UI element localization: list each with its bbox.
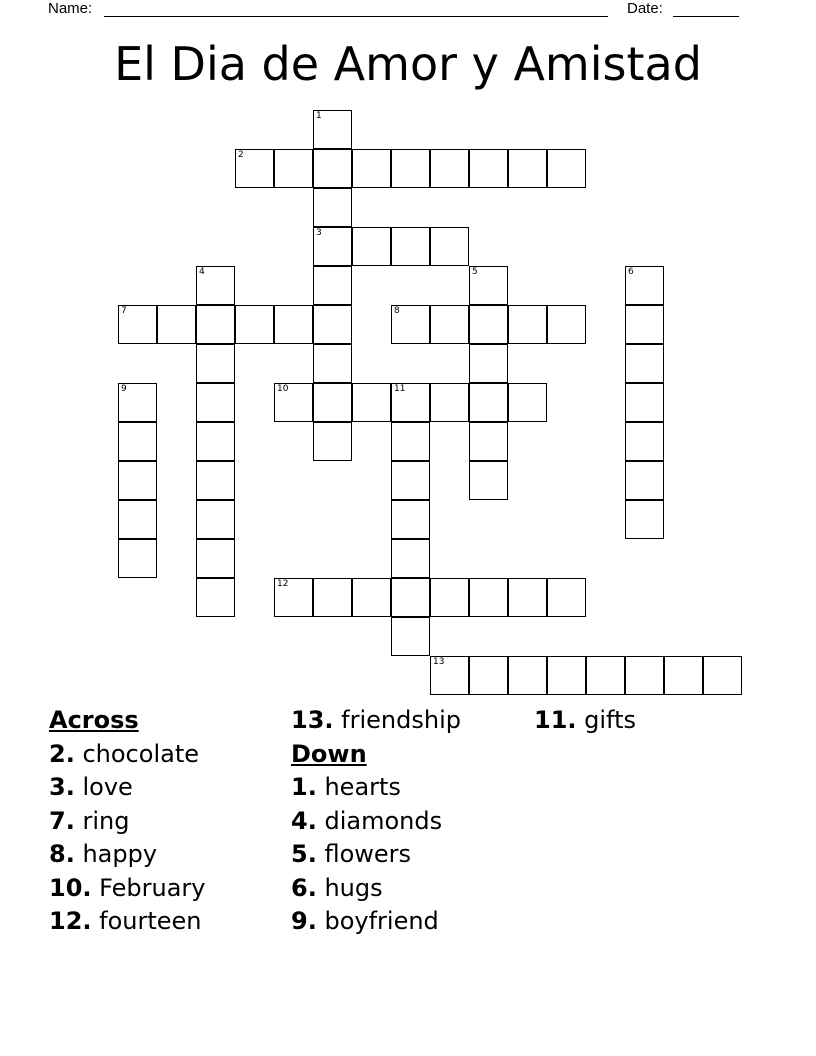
- clue-number-label: 2: [238, 150, 244, 160]
- grid-cell[interactable]: [469, 305, 508, 344]
- across-clue: [49, 805, 206, 839]
- grid-cell[interactable]: [508, 383, 547, 422]
- grid-cell[interactable]: [625, 383, 664, 422]
- grid-cell[interactable]: [196, 266, 235, 305]
- grid-cell[interactable]: [391, 227, 430, 266]
- clue-text: happy: [82, 840, 158, 868]
- grid-cell[interactable]: [274, 305, 313, 344]
- grid-cell[interactable]: [352, 383, 391, 422]
- across-clue: [291, 704, 461, 738]
- clue-number-label: 13: [433, 657, 445, 667]
- clue-number: 4.: [291, 806, 317, 835]
- grid-cell[interactable]: [313, 383, 352, 422]
- clue-text: gifts: [584, 706, 636, 734]
- clue-number-label: 11: [394, 384, 406, 394]
- grid-cell[interactable]: [469, 149, 508, 188]
- grid-cell[interactable]: [430, 227, 469, 266]
- clue-number-label: 8: [394, 306, 400, 316]
- grid-cell[interactable]: [274, 383, 313, 422]
- name-label: Name:: [48, 0, 93, 17]
- grid-cell[interactable]: [196, 383, 235, 422]
- grid-cell[interactable]: [313, 110, 352, 149]
- grid-cell[interactable]: [391, 383, 430, 422]
- clue-number-label: 4: [199, 267, 205, 277]
- clue-text: February: [99, 873, 206, 902]
- clue-number-label: 9: [121, 384, 127, 394]
- clue-number: 7.: [49, 806, 75, 835]
- clue-text: flowers: [324, 840, 412, 868]
- grid-cell[interactable]: [430, 656, 469, 695]
- page-title: El Dia de Amor y Amistad: [114, 37, 702, 91]
- down-clue: [291, 838, 461, 872]
- grid-cell[interactable]: [274, 578, 313, 617]
- grid-cell[interactable]: [391, 305, 430, 344]
- down-clue: [291, 872, 461, 906]
- grid-cell[interactable]: [118, 461, 157, 500]
- grid-cell[interactable]: [391, 500, 430, 539]
- grid-cell[interactable]: [313, 266, 352, 305]
- across-clue: [49, 738, 206, 772]
- down-clue: [291, 905, 461, 939]
- clue-number: 12.: [49, 907, 92, 935]
- grid-cell[interactable]: [313, 227, 352, 266]
- clue-text: friendship: [341, 706, 461, 734]
- clue-number: 9.: [291, 907, 317, 935]
- grid-cell[interactable]: [547, 149, 586, 188]
- clue-text: diamonds: [324, 806, 443, 835]
- clue-number-label: 7: [121, 306, 127, 316]
- down-clue: [534, 704, 636, 738]
- across-clue: [49, 905, 206, 939]
- grid-cell[interactable]: [391, 461, 430, 500]
- grid-cell[interactable]: [664, 656, 703, 695]
- clue-number: 3.: [49, 773, 75, 801]
- clue-text: ring: [82, 806, 130, 835]
- grid-cell[interactable]: [313, 305, 352, 344]
- grid-cell[interactable]: [313, 578, 352, 617]
- down-heading: Down: [291, 739, 367, 768]
- grid-cell[interactable]: [508, 656, 547, 695]
- grid-cell[interactable]: [118, 539, 157, 578]
- grid-cell[interactable]: [547, 305, 586, 344]
- grid-cell[interactable]: [118, 383, 157, 422]
- down-clue: [291, 771, 461, 805]
- grid-cell[interactable]: [196, 578, 235, 617]
- grid-cell[interactable]: [157, 305, 196, 344]
- grid-cell[interactable]: [352, 227, 391, 266]
- grid-cell[interactable]: [508, 149, 547, 188]
- clue-number-label: 12: [277, 579, 289, 589]
- clue-number: 2.: [49, 739, 75, 768]
- grid-cell[interactable]: [196, 539, 235, 578]
- grid-cell[interactable]: [547, 656, 586, 695]
- grid-cell[interactable]: [625, 656, 664, 695]
- grid-cell[interactable]: [703, 656, 742, 695]
- clue-number: 10.: [49, 873, 92, 902]
- grid-cell[interactable]: [508, 578, 547, 617]
- clue-number: 13.: [291, 706, 334, 734]
- grid-cell[interactable]: [625, 500, 664, 539]
- clue-number: 8.: [49, 840, 75, 868]
- grid-cell[interactable]: [274, 149, 313, 188]
- grid-cell[interactable]: [430, 383, 469, 422]
- clue-column-1: [49, 704, 206, 939]
- grid-cell[interactable]: [313, 149, 352, 188]
- grid-cell[interactable]: [625, 344, 664, 383]
- clue-text: boyfriend: [324, 907, 439, 935]
- grid-cell[interactable]: [430, 149, 469, 188]
- clue-number-label: 5: [472, 267, 478, 277]
- grid-cell[interactable]: [352, 149, 391, 188]
- grid-cell[interactable]: [196, 461, 235, 500]
- grid-cell[interactable]: [352, 578, 391, 617]
- clue-number-label: 10: [277, 384, 289, 394]
- clue-text: hearts: [324, 773, 401, 801]
- across-heading: Across: [49, 706, 139, 734]
- down-clue: [291, 805, 461, 839]
- grid-cell[interactable]: [196, 422, 235, 461]
- clue-column-2: [291, 704, 461, 939]
- grid-cell[interactable]: [391, 617, 430, 656]
- grid-cell[interactable]: [586, 656, 625, 695]
- date-label: Date:: [627, 0, 663, 17]
- clue-number: 5.: [291, 840, 317, 868]
- grid-cell[interactable]: [469, 383, 508, 422]
- grid-cell[interactable]: [469, 344, 508, 383]
- grid-cell[interactable]: [625, 461, 664, 500]
- grid-cell[interactable]: [469, 461, 508, 500]
- grid-cell[interactable]: [118, 305, 157, 344]
- grid-cell[interactable]: [625, 422, 664, 461]
- clue-number: 6.: [291, 873, 317, 902]
- clue-number-label: 3: [316, 228, 322, 238]
- clue-text: chocolate: [82, 739, 199, 768]
- clue-text: hugs: [324, 873, 383, 902]
- grid-cell[interactable]: [196, 500, 235, 539]
- grid-cell[interactable]: [625, 266, 664, 305]
- grid-cell[interactable]: [547, 578, 586, 617]
- grid-cell[interactable]: [196, 305, 235, 344]
- grid-cell[interactable]: [469, 422, 508, 461]
- clue-number: 11.: [534, 706, 577, 734]
- grid-cell[interactable]: [391, 539, 430, 578]
- grid-cell[interactable]: [391, 422, 430, 461]
- clue-number-label: 6: [628, 267, 634, 277]
- grid-cell[interactable]: [469, 656, 508, 695]
- clue-number-label: 1: [316, 111, 322, 121]
- grid-cell[interactable]: [118, 422, 157, 461]
- grid-cell[interactable]: [508, 305, 547, 344]
- grid-cell[interactable]: [625, 305, 664, 344]
- clue-number: 1.: [291, 773, 317, 801]
- across-clue: [49, 771, 206, 805]
- grid-cell[interactable]: [313, 344, 352, 383]
- grid-cell[interactable]: [469, 578, 508, 617]
- clue-column-3: [534, 704, 636, 738]
- clue-text: love: [82, 773, 133, 801]
- grid-cell[interactable]: [391, 578, 430, 617]
- grid-cell[interactable]: [469, 266, 508, 305]
- grid-cell[interactable]: [430, 578, 469, 617]
- across-clue: [49, 872, 206, 906]
- grid-cell[interactable]: [118, 500, 157, 539]
- grid-cell[interactable]: [196, 344, 235, 383]
- across-clue: [49, 838, 206, 872]
- grid-cell[interactable]: [313, 422, 352, 461]
- clue-text: fourteen: [99, 907, 202, 935]
- grid-cell[interactable]: [430, 305, 469, 344]
- grid-cell[interactable]: [235, 149, 274, 188]
- grid-cell[interactable]: [313, 188, 352, 227]
- grid-cell[interactable]: [391, 149, 430, 188]
- grid-cell[interactable]: [235, 305, 274, 344]
